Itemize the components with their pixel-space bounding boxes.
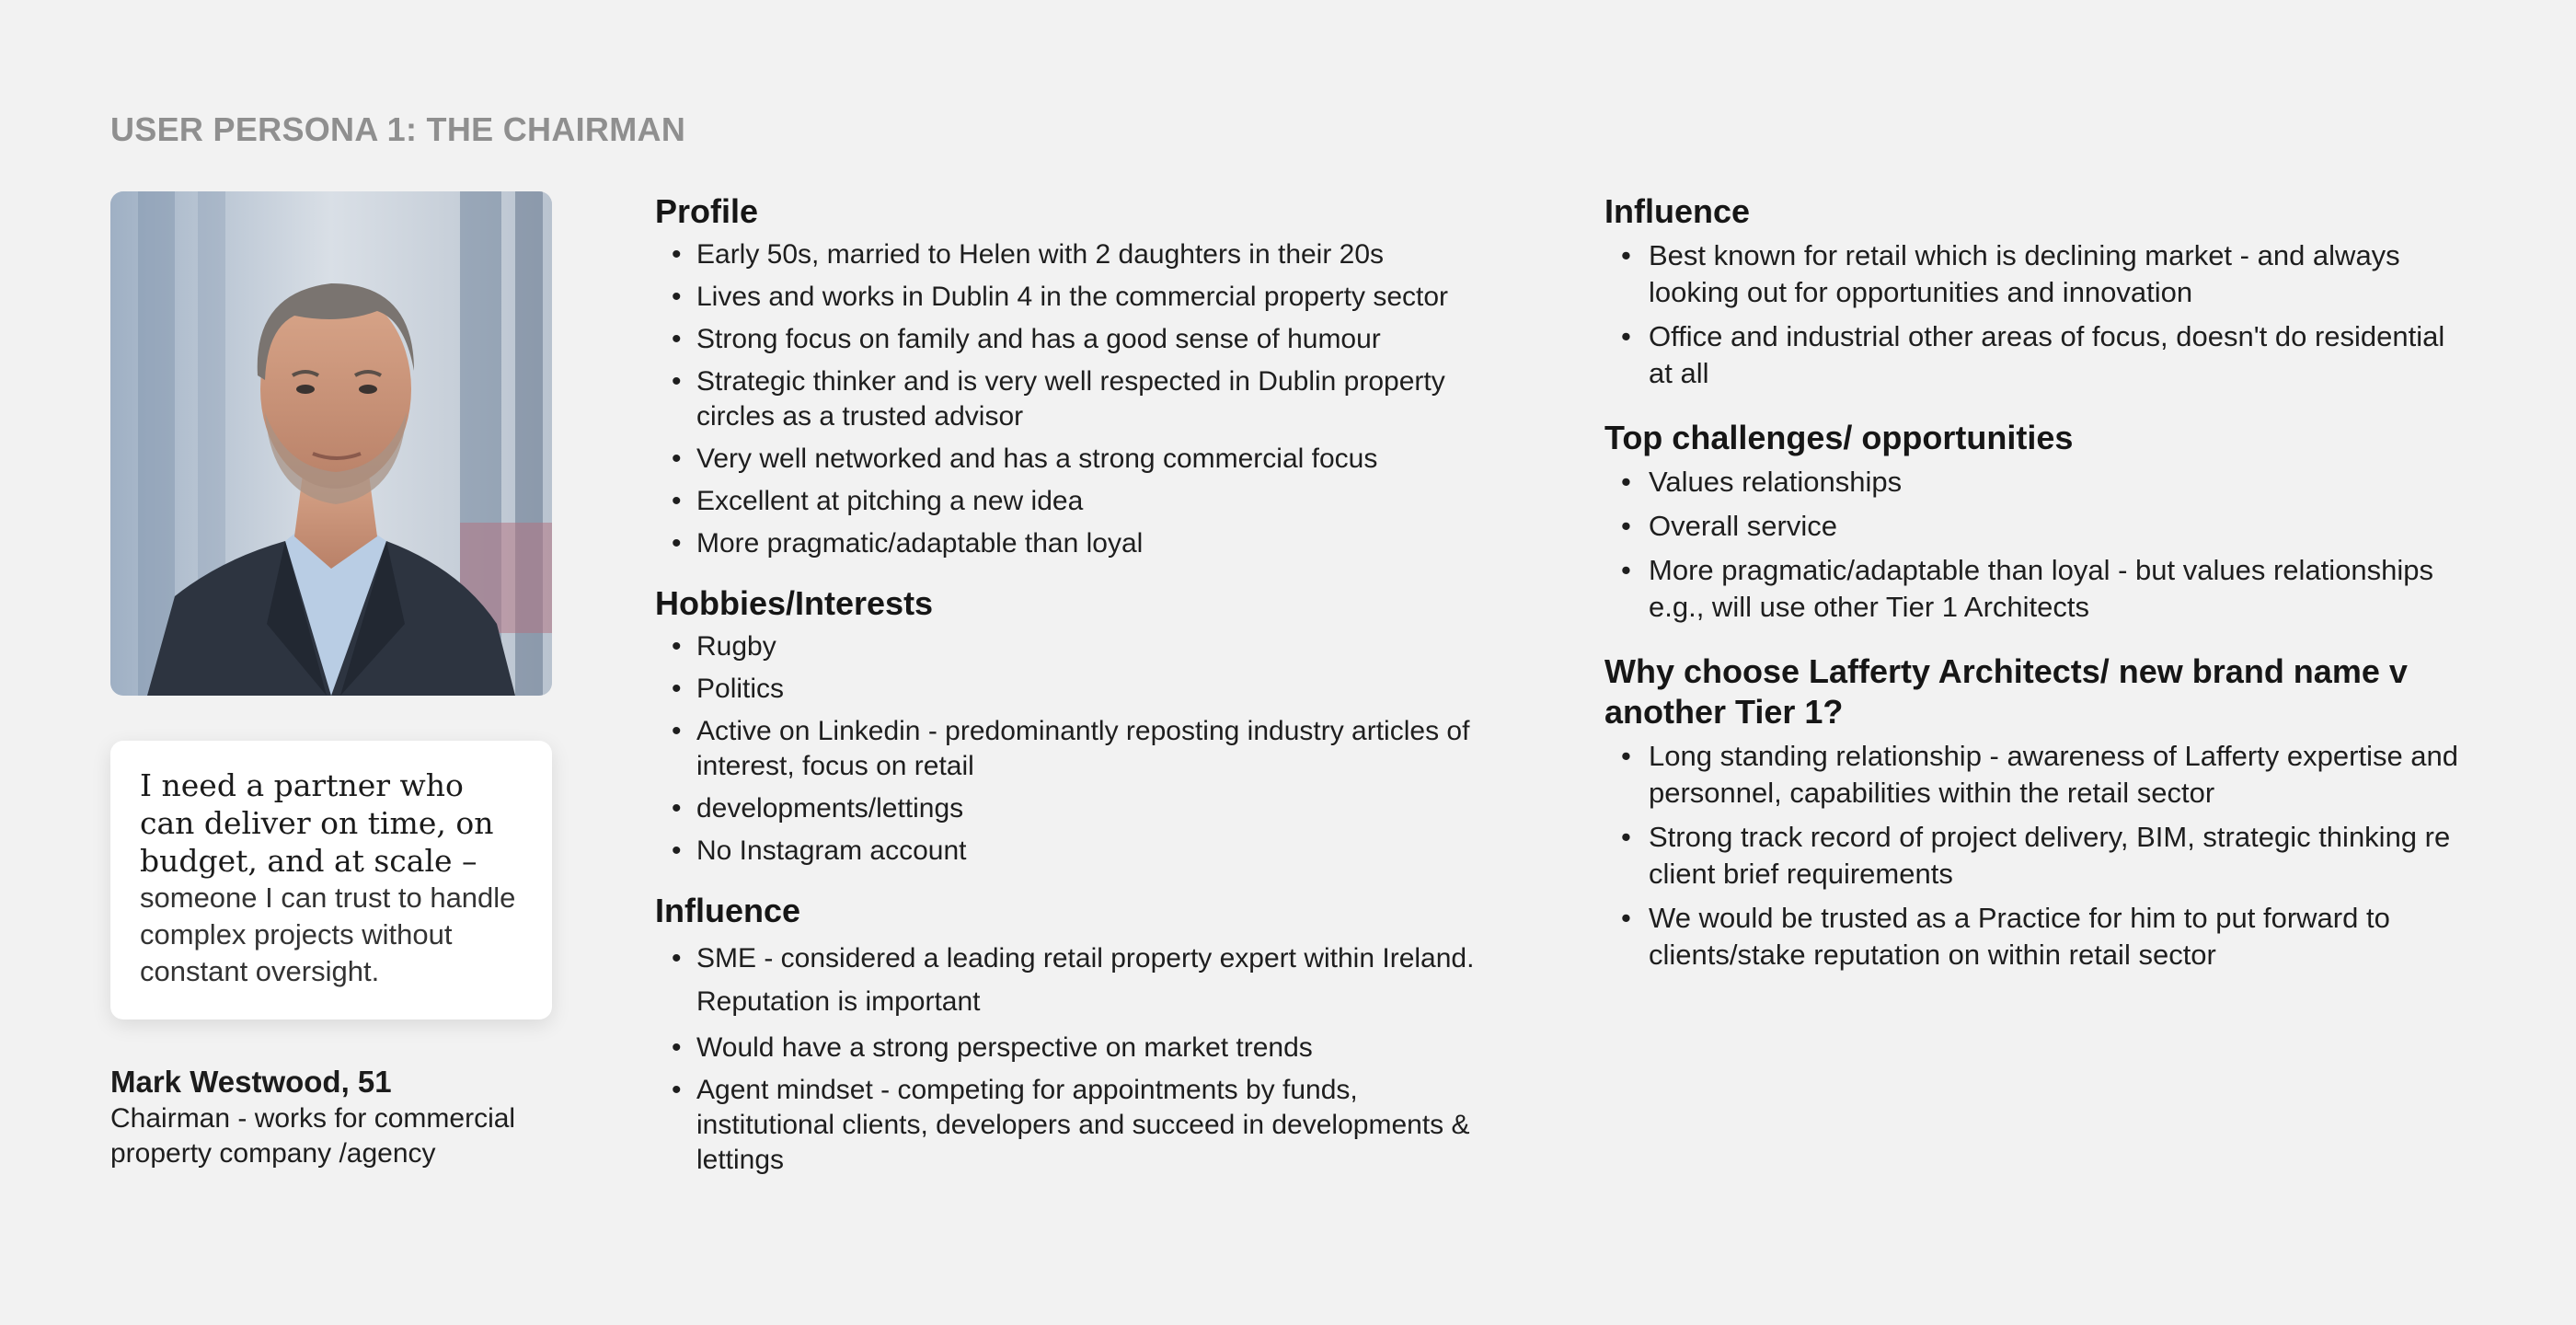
hobbies-section [655,583,1501,869]
list-item [655,442,1501,477]
quote-card [110,741,552,1020]
bullet-icon: • [672,716,682,746]
section-heading: Hobbies/Interests [655,584,934,622]
bullet-icon: • [1621,740,1631,772]
bullet-icon: • [672,366,682,397]
list-item [655,672,1501,707]
bullet-icon: • [1621,902,1631,934]
list-item-text: Agent mindset - competing for appointments by funds, institutional clients, developers and succeed in developments & lettings [696,1075,1470,1175]
bullet-icon: • [672,444,682,474]
bullet-icon: • [672,282,682,312]
section-heading: Profile [655,192,759,230]
why-choose-section [1604,651,2469,974]
list-item-text: No Instagram account [696,835,967,866]
list-item-text: Strong track record of project delivery, BIM, strategic thinking re client brief requirements [1649,821,2451,890]
bullet-icon: • [672,528,682,559]
list-item [1604,819,2469,893]
bullet-icon: • [672,835,682,866]
list-item [1604,508,2469,545]
list-item [655,791,1501,826]
list-item-text: Overall service [1649,510,1837,542]
list-item-text: Rugby [696,631,776,662]
bullet-icon: • [1621,821,1631,853]
portrait-image [110,191,552,696]
hobbies-list [655,629,1501,869]
bullet-icon: • [1621,239,1631,271]
list-item [655,280,1501,315]
list-item [655,526,1501,561]
quote-emphasis: I need a partner who can deliver on time, on budget, and at scale – [140,767,494,879]
list-item-text: Would have a strong perspective on market trends [696,1032,1313,1063]
list-item [655,1073,1501,1178]
bullet-icon: • [672,674,682,704]
list-item-text: Best known for retail which is declining market - and always looking out for opportunities and innovation [1649,239,2400,308]
profile-list [655,237,1501,561]
list-item [655,237,1501,272]
list-item [1604,552,2469,626]
page-title: USER PERSONA 1: THE CHAIRMAN [110,110,686,148]
list-item [1604,738,2469,812]
list-item-text: Strong focus on family and has a good sense of humour [696,324,1381,354]
bullet-icon: • [1621,466,1631,498]
middle-column [655,191,1501,1200]
challenges-section [1604,418,2469,626]
why-choose-list [1604,738,2469,974]
list-item [1604,237,2469,311]
persona-identity [110,1063,589,1171]
list-item-text: SME - considered a leading retail property expert within Ireland. Reputation is important [696,943,1475,1017]
list-item [655,364,1501,434]
influence-right-list [1604,237,2469,392]
list-item-text: Early 50s, married to Helen with 2 daughters in their 20s [696,239,1385,270]
challenges-list [1604,464,2469,626]
list-item-text: Politics [696,674,785,704]
quote-text: someone I can trust to handle complex projects without constant oversight. [140,881,516,987]
list-item [655,322,1501,357]
list-item [1604,464,2469,501]
list-item [655,714,1501,784]
list-item [655,937,1501,1023]
section-heading: Influence [655,892,801,929]
list-item-text: Very well networked and has a strong commercial focus [696,444,1378,474]
section-heading: Influence [1604,192,1751,230]
list-item [1604,900,2469,974]
section-heading: Why choose Lafferty Architects/ new brand name v another Tier 1? [1604,652,2408,731]
list-item-text: Long standing relationship - awareness of Lafferty expertise and personnel, capabilities within the retail sector [1649,740,2459,809]
list-item [1604,318,2469,392]
persona-name: Mark Westwood, 51 [110,1065,392,1099]
list-item [655,1031,1501,1066]
list-item-text: More pragmatic/adaptable than loyal [696,528,1144,559]
list-item-text: Excellent at pitching a new idea [696,486,1084,516]
bullet-icon: • [672,239,682,270]
bullet-icon: • [672,793,682,824]
bullet-icon: • [1621,320,1631,352]
list-item-text: Strategic thinker and is very well respected in Dublin property circles as a trusted advisor [696,366,1445,432]
bullet-icon: • [672,631,682,662]
persona-role: Chairman - works for commercial property company /agency [110,1103,516,1169]
persona-photo [110,191,552,696]
list-item-text: Active on Linkedin - predominantly reposting industry articles of interest, focus on retail [696,716,1470,781]
bullet-icon: • [672,943,682,974]
section-heading: Top challenges/ opportunities [1604,419,2074,456]
influence-right-section [1604,191,2469,392]
influence-section [655,891,1501,1178]
right-column [1604,191,2469,999]
bullet-icon: • [1621,554,1631,586]
bullet-icon: • [672,1032,682,1063]
list-item-text: Lives and works in Dublin 4 in the commercial property sector [696,282,1449,312]
list-item [655,834,1501,869]
profile-section [655,191,1501,561]
list-item [655,629,1501,664]
bullet-icon: • [1621,510,1631,542]
list-item-text: More pragmatic/adaptable than loyal - but values relationships e.g., will use other Tier 1 Architects [1649,554,2433,623]
bullet-icon: • [672,324,682,354]
bullet-icon: • [672,486,682,516]
list-item [655,484,1501,519]
list-item-text: We would be trusted as a Practice for him to put forward to clients/stake reputation on within retail sector [1649,902,2390,971]
bullet-icon: • [672,1075,682,1105]
influence-list [655,937,1501,1178]
list-item-text: developments/lettings [696,793,964,824]
list-item-text: Values relationships [1649,466,1903,498]
list-item-text: Office and industrial other areas of focus, doesn't do residential at all [1649,320,2445,389]
